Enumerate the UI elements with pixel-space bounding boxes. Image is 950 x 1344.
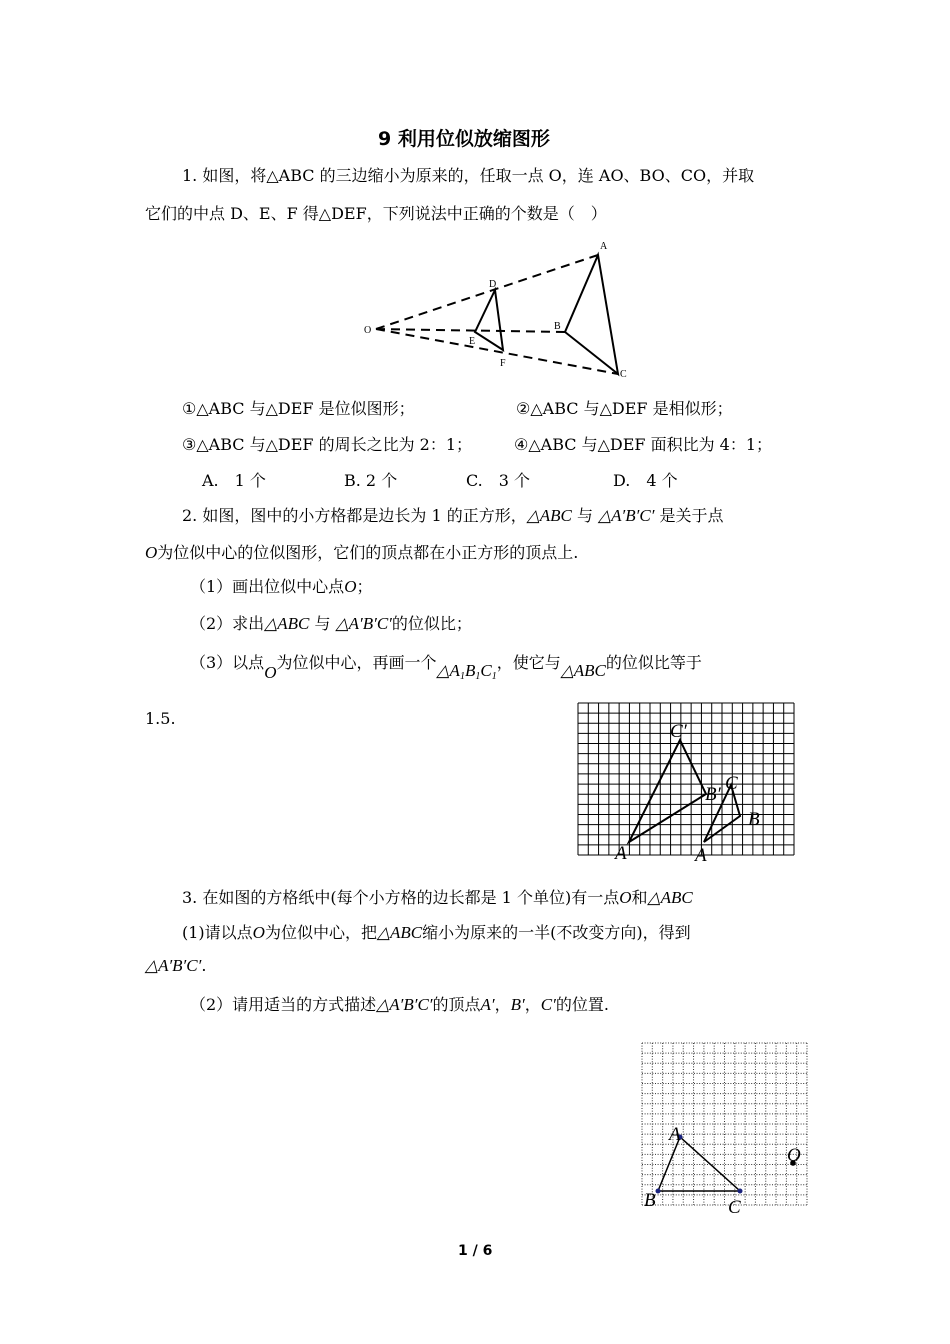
q1-line-2: 它们的中点 D、E、F 得△DEF，下列说法中正确的个数是（ ） (145, 204, 607, 223)
label-C-prime: C′ (670, 721, 687, 742)
q1-statement-1: ①△ABC 与△DEF 是位似图形； (182, 399, 415, 418)
q3-line-3: △A′B′C′. (145, 956, 207, 975)
q3-grid-figure (642, 1043, 807, 1218)
label-B-prime: B′ (705, 784, 721, 805)
label-A: A (669, 1124, 681, 1145)
q1-statement-3: ③△ABC 与△DEF 的周长之比为 2：1； (182, 435, 473, 454)
q2-line-2: O为位似中心的位似图形，它们的顶点都在小正方形的顶点上. (145, 543, 579, 562)
q3-line-1: 3. 在如图的方格纸中(每个小方格的边长都是 1 个单位)有一点O和△ABC (182, 888, 693, 907)
label-O: O (787, 1145, 801, 1166)
point-B (656, 1189, 661, 1194)
q1-option-d: D. 4 个 (613, 471, 678, 490)
q2-subquestion-3: （3）以点O为位似中心，再画一个$\triangle A_1B_1C_1$，使它与△ABC的位似比等于 (190, 653, 702, 682)
label-B: B (554, 321, 561, 332)
label-O: O (364, 325, 372, 336)
label-C: C (725, 773, 738, 794)
point-C (738, 1189, 743, 1194)
label-A: A (600, 241, 608, 252)
label-A-prime: A (615, 843, 627, 864)
page-number: 1 / 6 (458, 1243, 493, 1259)
q3-line-4: （2）请用适当的方式描述△A′B′C′的顶点A′，B′，C′的位置. (190, 995, 609, 1014)
q1-statement-4: ④△ABC 与△DEF 面积比为 4：1； (514, 435, 773, 454)
label-A: A (695, 845, 707, 866)
page-title: 9 利用位似放缩图形 (378, 128, 550, 150)
q2-subquestion-1: （1）画出位似中心点O； (190, 577, 373, 596)
q1-line-1: 1. 如图，将△ABC 的三边缩小为原来的，任取一点 O，连 AO、BO、CO，并取 (182, 166, 755, 185)
q2-line-1: 2. 如图，图中的小方格都是边长为 1 的正方形，△ABC 与 △A′B′C′ 是关于点 (182, 506, 724, 525)
label-C: C (620, 369, 627, 380)
q2-grid-figure (578, 703, 794, 866)
q1-option-c: C. 3 个 (466, 471, 531, 490)
q1-option-b: B. 2 个 (344, 471, 398, 490)
q2-line-last: 1.5. (145, 709, 176, 728)
q1-statement-2: ②△ABC 与△DEF 是相似形； (516, 399, 733, 418)
label-C: C (728, 1197, 741, 1218)
q1-figure (360, 238, 640, 378)
label-D: D (489, 279, 497, 290)
label-F: F (500, 358, 506, 369)
label-B: B (748, 809, 760, 830)
label-B: B (644, 1190, 656, 1211)
label-E: E (469, 336, 476, 347)
q1-option-a: A. 1 个 (202, 471, 266, 490)
q3-line-2: (1)请以点O为位似中心，把△ABC缩小为原来的一半(不改变方向)，得到 (182, 923, 691, 942)
q2-subquestion-2: （2）求出△ABC 与 △A′B′C′的位似比； (190, 614, 472, 633)
